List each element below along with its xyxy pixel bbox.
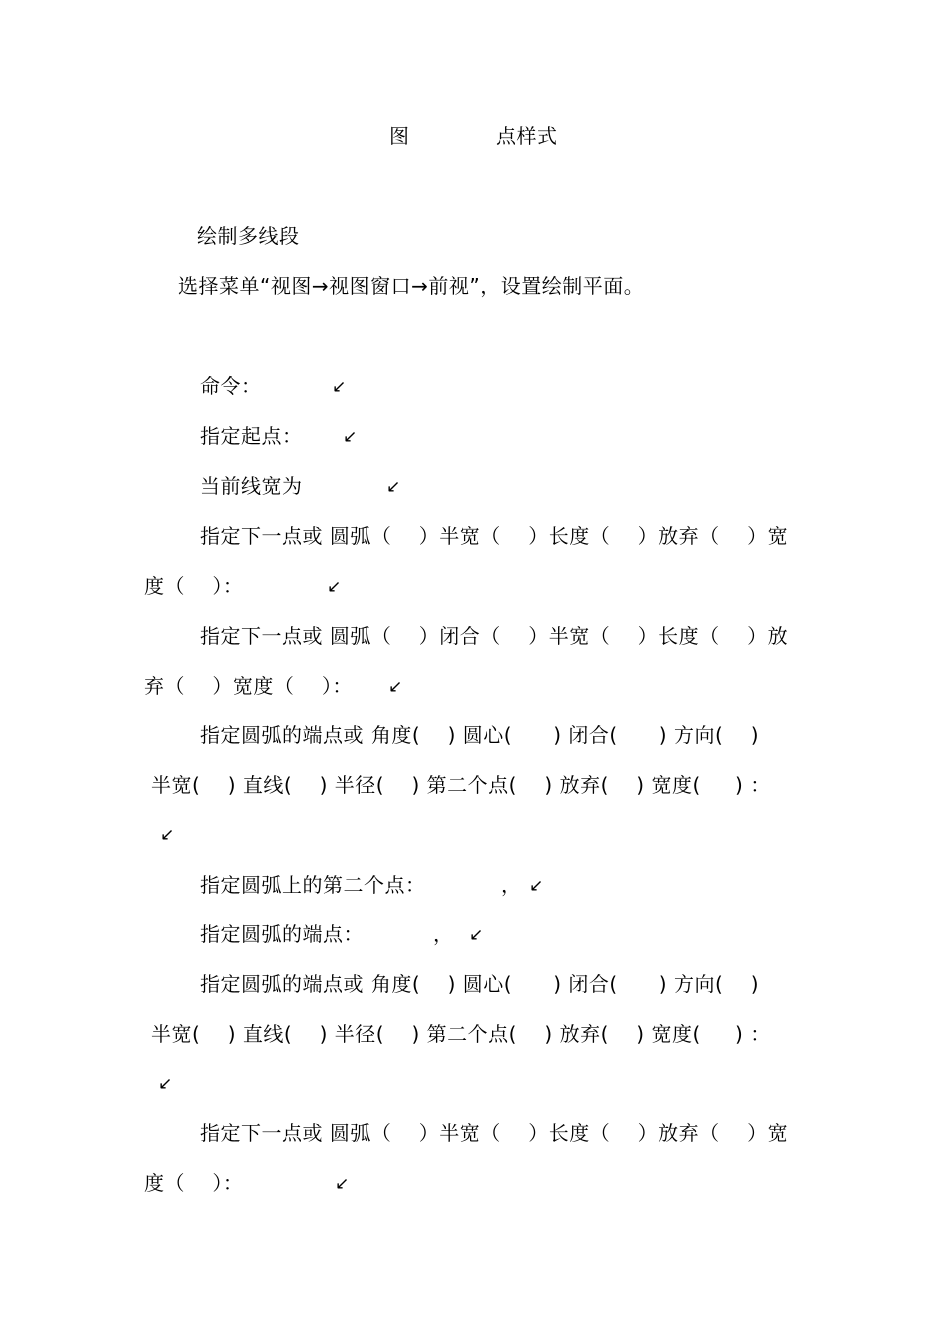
enter-arrow-icon: ↙ (332, 377, 347, 397)
step-next-point-2: 指定下一点或 圆弧（ ）半宽（ ）长度（ ）放弃（ ）宽 (200, 1121, 789, 1145)
step-arc-end: 指定圆弧的端点： (200, 922, 364, 946)
step-arc-endpoint-cont: 半宽( ) 直线( ) 半径( ) 第二个点( ) 放弃( ) 宽度( ) ： (151, 773, 771, 797)
step-line-width: 当前线宽为 (200, 474, 303, 498)
enter-arrow-icon: ↙ (386, 477, 401, 497)
section-instruction: 选择菜单“视图→视图窗口→前视”，设置绘制平面。 (178, 274, 645, 298)
step-arc-endpoint: 指定圆弧的端点或 角度( ) 圆心( ) 闭合( ) 方向( ) (200, 723, 759, 747)
enter-arrow-icon: ↙ (335, 1174, 350, 1194)
step-command: 命令： (200, 374, 262, 398)
figure-prefix: 图 (389, 124, 410, 148)
step-next-point-close: 指定下一点或 圆弧（ ）闭合（ ）半宽（ ）长度（ ）放 (200, 624, 789, 648)
step-next-point-close-cont: 弃（ ）宽度（ ）： (144, 674, 353, 698)
enter-arrow-icon: ↙ (388, 677, 403, 697)
enter-arrow-icon: ↙ (469, 925, 484, 945)
step-arc-second-point: 指定圆弧上的第二个点： (200, 873, 426, 897)
enter-arrow-icon: ↙ (343, 427, 358, 447)
step-arc-endpoint-2-cont: 半宽( ) 直线( ) 半径( ) 第二个点( ) 放弃( ) 宽度( ) ： (151, 1022, 771, 1046)
coordinate-comma: ， (433, 922, 454, 946)
enter-arrow-icon: ↙ (327, 577, 342, 597)
step-start-point: 指定起点： (200, 424, 303, 448)
step-next-point-cont: 度（ ）： (144, 574, 244, 598)
enter-arrow-icon: ↙ (529, 876, 544, 896)
section-heading: 绘制多线段 (197, 224, 300, 248)
enter-arrow-icon: ↙ (160, 825, 175, 845)
step-arc-endpoint-2: 指定圆弧的端点或 角度( ) 圆心( ) 闭合( ) 方向( ) (200, 972, 759, 996)
coordinate-comma: ， (501, 873, 522, 897)
step-next-point: 指定下一点或 圆弧（ ）半宽（ ）长度（ ）放弃（ ）宽 (200, 524, 789, 548)
figure-caption: 点样式 (496, 124, 558, 148)
enter-arrow-icon: ↙ (158, 1074, 173, 1094)
step-next-point-2-cont: 度（ ）： (144, 1171, 244, 1195)
